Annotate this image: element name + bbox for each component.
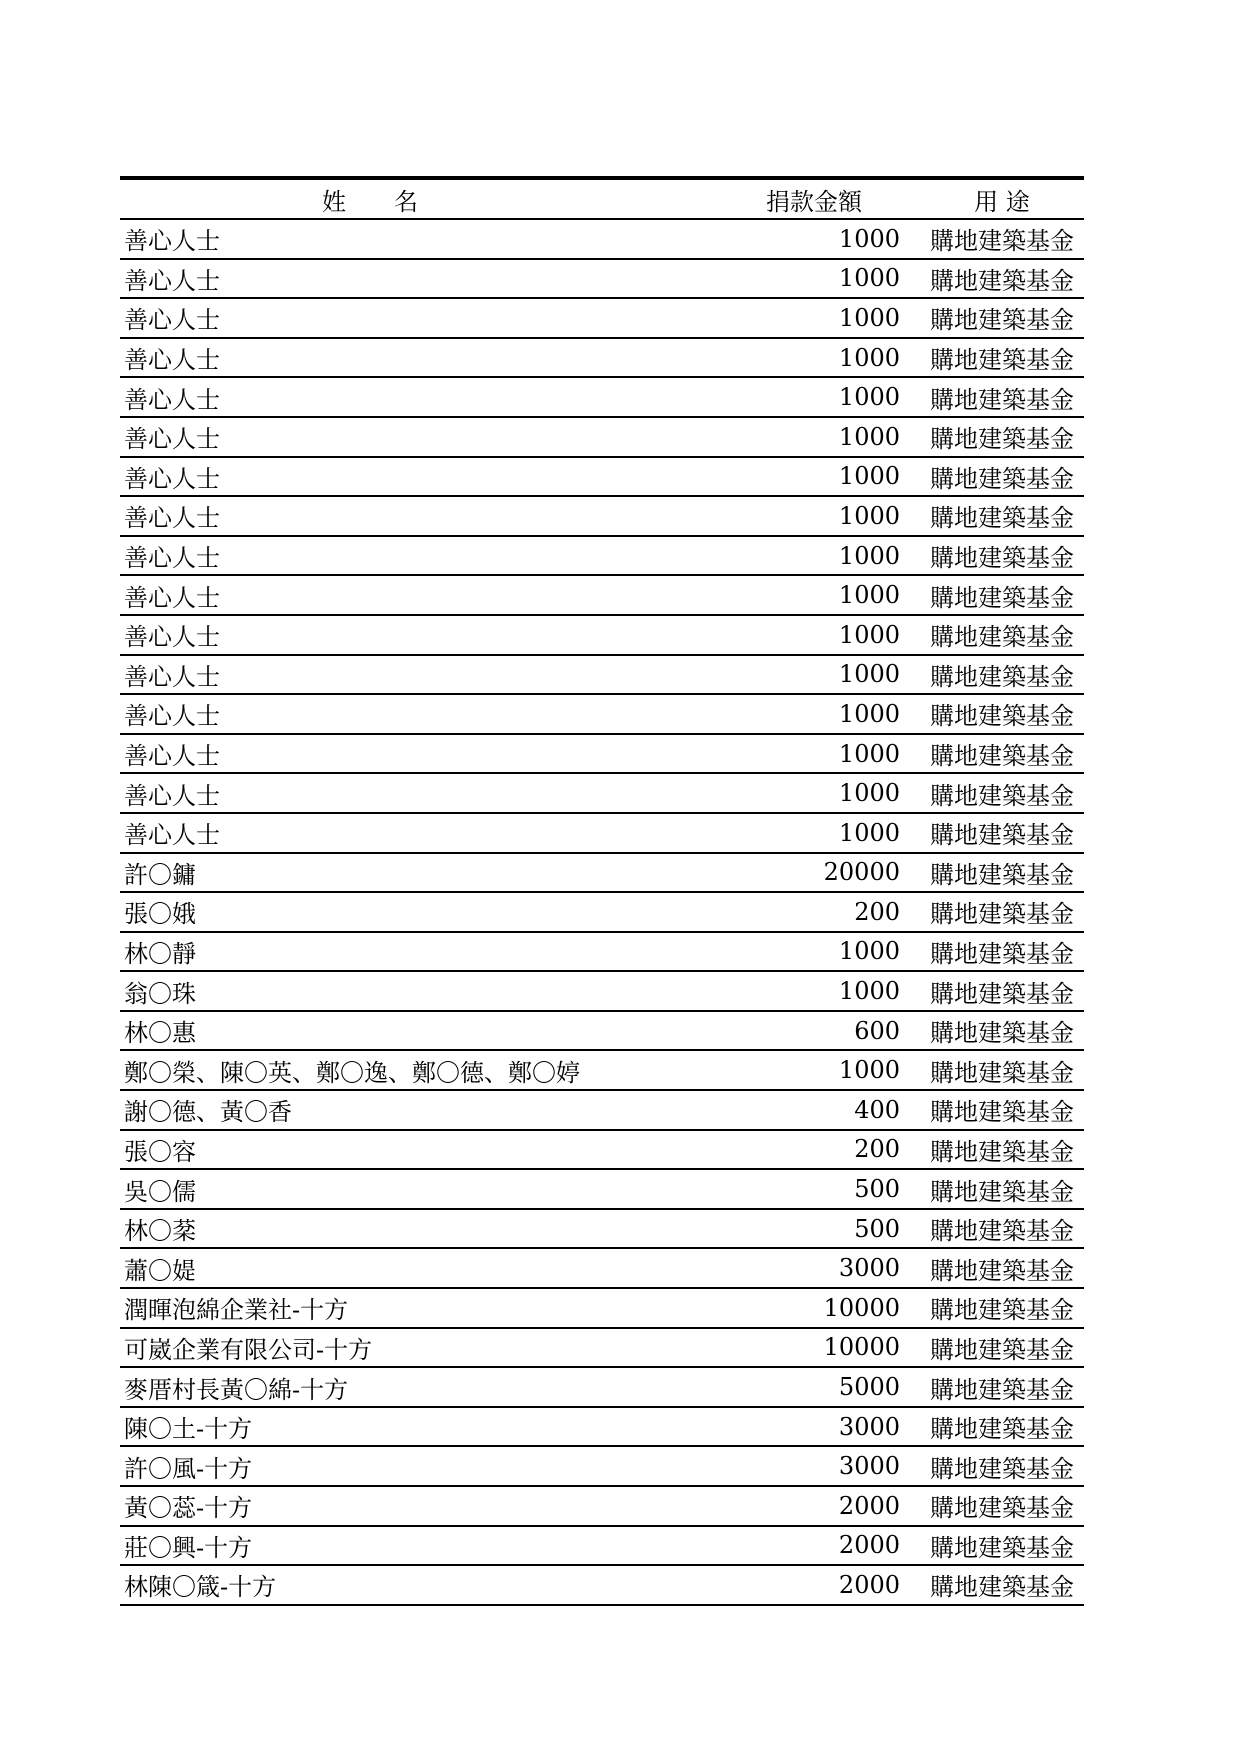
donor-name-cell: 善心人士 [120,298,660,338]
donation-purpose-cell: 購地建築基金 [920,813,1084,853]
donation-purpose-cell: 購地建築基金 [920,575,1084,615]
donation-amount-cell: 3000 [660,1407,920,1447]
donation-purpose-cell: 購地建築基金 [920,298,1084,338]
table-row [120,1209,1084,1249]
donor-name-cell: 善心人士 [120,655,660,695]
table-row [120,1407,1084,1447]
donation-purpose-cell: 購地建築基金 [920,1486,1084,1526]
donation-purpose-cell: 購地建築基金 [920,1248,1084,1288]
donation-purpose-cell: 購地建築基金 [920,1407,1084,1447]
donation-amount-cell: 400 [660,1090,920,1130]
table-row [120,259,1084,299]
donor-name-cell: 善心人士 [120,694,660,734]
table-row [120,813,1084,853]
table-row [120,1328,1084,1368]
donation-amount-cell: 10000 [660,1288,920,1328]
donation-purpose-cell: 購地建築基金 [920,338,1084,378]
donor-name-cell: 林〇靜 [120,932,660,972]
table-row [120,219,1084,259]
table-row [120,971,1084,1011]
donation-purpose-cell: 購地建築基金 [920,536,1084,576]
donation-amount-cell: 1000 [660,1050,920,1090]
table-row [120,1565,1084,1605]
donor-name-cell: 麥厝村長黃〇綿-十方 [120,1367,660,1407]
donation-amount-cell: 1000 [660,259,920,299]
table-row [120,298,1084,338]
table-row [120,892,1084,932]
donation-purpose-cell: 購地建築基金 [920,1565,1084,1605]
table-row [120,1526,1084,1566]
donation-amount-cell: 1000 [660,575,920,615]
donor-name-cell: 張〇娥 [120,892,660,932]
donor-name-cell: 善心人士 [120,417,660,457]
donor-name-cell: 善心人士 [120,496,660,536]
table-row [120,655,1084,695]
donation-purpose-cell: 購地建築基金 [920,1367,1084,1407]
donation-purpose-cell: 購地建築基金 [920,259,1084,299]
amount-column-header: 捐款金額 [660,178,920,219]
header-row [120,178,1084,219]
donation-purpose-cell: 購地建築基金 [920,694,1084,734]
donation-amount-cell: 1000 [660,655,920,695]
table-row [120,536,1084,576]
donor-name-cell: 黃〇蕊-十方 [120,1486,660,1526]
donation-amount-cell: 1000 [660,219,920,259]
donor-name-cell: 蕭〇媞 [120,1248,660,1288]
donation-purpose-cell: 購地建築基金 [920,734,1084,774]
donor-name-cell: 許〇風-十方 [120,1446,660,1486]
donation-purpose-cell: 購地建築基金 [920,615,1084,655]
donation-purpose-cell: 購地建築基金 [920,219,1084,259]
table-body [120,219,1084,1605]
donor-name-cell: 林〇惠 [120,1011,660,1051]
donor-name-cell: 善心人士 [120,536,660,576]
donation-amount-cell: 5000 [660,1367,920,1407]
donor-name-cell: 善心人士 [120,457,660,497]
donation-purpose-cell: 購地建築基金 [920,1011,1084,1051]
donor-name-cell: 謝〇德、黃〇香 [120,1090,660,1130]
donation-purpose-cell: 購地建築基金 [920,417,1084,457]
donor-name-cell: 善心人士 [120,615,660,655]
table-row [120,1050,1084,1090]
table-row [120,1367,1084,1407]
table-row [120,734,1084,774]
table-row [120,457,1084,497]
donation-amount-cell: 1000 [660,694,920,734]
donation-purpose-cell: 購地建築基金 [920,853,1084,893]
donor-name-cell: 善心人士 [120,259,660,299]
donation-purpose-cell: 購地建築基金 [920,655,1084,695]
donation-amount-cell: 2000 [660,1565,920,1605]
donor-name-cell: 善心人士 [120,377,660,417]
donation-purpose-cell: 購地建築基金 [920,892,1084,932]
table-row [120,1288,1084,1328]
table-row [120,575,1084,615]
donation-amount-cell: 1000 [660,536,920,576]
donation-purpose-cell: 購地建築基金 [920,1526,1084,1566]
donor-name-cell: 許〇鏞 [120,853,660,893]
donor-name-cell: 莊〇興-十方 [120,1526,660,1566]
donation-amount-cell: 200 [660,892,920,932]
donor-name-cell: 翁〇珠 [120,971,660,1011]
donation-amount-cell: 10000 [660,1328,920,1368]
donation-purpose-cell: 購地建築基金 [920,1209,1084,1249]
donation-amount-cell: 1000 [660,496,920,536]
donor-name-cell: 鄭〇榮、陳〇英、鄭〇逸、鄭〇德、鄭〇婷 [120,1050,660,1090]
donation-amount-cell: 500 [660,1209,920,1249]
table-row [120,1248,1084,1288]
donation-purpose-cell: 購地建築基金 [920,932,1084,972]
donation-amount-cell: 500 [660,1169,920,1209]
donation-amount-cell: 1000 [660,971,920,1011]
name-column-header: 姓 名 [120,178,660,219]
table-row [120,932,1084,972]
donation-purpose-cell: 購地建築基金 [920,1288,1084,1328]
donation-amount-cell: 1000 [660,734,920,774]
table-row [120,1011,1084,1051]
donor-name-cell: 吳〇儒 [120,1169,660,1209]
donor-name-cell: 陳〇土-十方 [120,1407,660,1447]
table-row [120,496,1084,536]
donor-name-cell: 林〇棻 [120,1209,660,1249]
donation-purpose-cell: 購地建築基金 [920,1446,1084,1486]
donor-name-cell: 善心人士 [120,734,660,774]
table-row [120,694,1084,734]
donor-name-cell: 善心人士 [120,813,660,853]
donation-amount-cell: 1000 [660,298,920,338]
table-row [120,417,1084,457]
donation-amount-cell: 1000 [660,615,920,655]
donation-amount-cell: 1000 [660,773,920,813]
table-row [120,1486,1084,1526]
table-row [120,1090,1084,1130]
donation-purpose-cell: 購地建築基金 [920,1090,1084,1130]
donation-amount-cell: 1000 [660,457,920,497]
donation-amount-cell: 1000 [660,813,920,853]
donation-amount-cell: 1000 [660,377,920,417]
table-row [120,1446,1084,1486]
donation-purpose-cell: 購地建築基金 [920,1050,1084,1090]
donor-name-cell: 善心人士 [120,773,660,813]
donation-amount-cell: 3000 [660,1248,920,1288]
donation-purpose-cell: 購地建築基金 [920,496,1084,536]
purpose-column-header: 用 途 [920,178,1084,219]
donation-purpose-cell: 購地建築基金 [920,971,1084,1011]
donor-name-cell: 潤暉泡綿企業社-十方 [120,1288,660,1328]
donation-amount-cell: 1000 [660,417,920,457]
donation-purpose-cell: 購地建築基金 [920,1130,1084,1170]
donation-purpose-cell: 購地建築基金 [920,773,1084,813]
donor-name-cell: 林陳〇箴-十方 [120,1565,660,1605]
donation-purpose-cell: 購地建築基金 [920,457,1084,497]
donation-amount-cell: 2000 [660,1526,920,1566]
donation-amount-cell: 1000 [660,932,920,972]
table-row [120,338,1084,378]
donation-purpose-cell: 購地建築基金 [920,1328,1084,1368]
table-row [120,1169,1084,1209]
table-header [120,178,1084,219]
donor-name-cell: 可崴企業有限公司-十方 [120,1328,660,1368]
table-row [120,853,1084,893]
donor-name-cell: 善心人士 [120,338,660,378]
table-row [120,615,1084,655]
donation-amount-cell: 200 [660,1130,920,1170]
donation-amount-cell: 1000 [660,338,920,378]
donation-table [120,176,1084,1606]
donation-amount-cell: 600 [660,1011,920,1051]
donation-amount-cell: 3000 [660,1446,920,1486]
donation-amount-cell: 2000 [660,1486,920,1526]
donation-purpose-cell: 購地建築基金 [920,377,1084,417]
donation-purpose-cell: 購地建築基金 [920,1169,1084,1209]
table-row [120,377,1084,417]
donor-name-cell: 善心人士 [120,219,660,259]
donor-name-cell: 善心人士 [120,575,660,615]
donor-name-cell: 張〇容 [120,1130,660,1170]
donation-amount-cell: 20000 [660,853,920,893]
table-row [120,773,1084,813]
table-row [120,1130,1084,1170]
